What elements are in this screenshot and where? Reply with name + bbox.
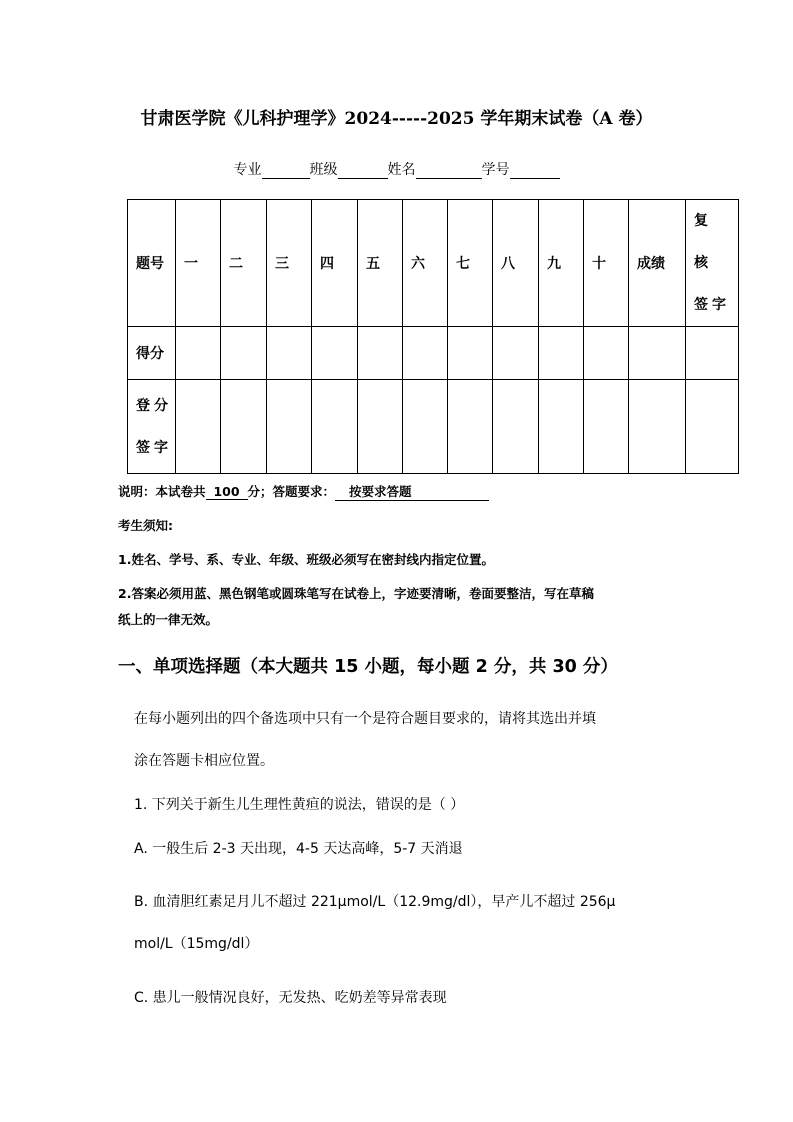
notice-rule-2-line-1: 2.答案必须用蓝、黑色钢笔或圆珠笔写在试卷上，字迹要清晰，卷面要整洁，写在草稿 [118,586,594,601]
description-mid: 分；答题要求： [247,484,336,499]
signature-cell[interactable] [686,380,739,474]
score-cell[interactable] [539,327,584,380]
column-header: 六 [403,200,448,327]
signature-cell[interactable] [176,380,221,474]
class-label: 班级 [309,162,338,178]
class-field[interactable] [338,163,388,179]
column-header: 五 [358,200,403,327]
signature-cell[interactable] [403,380,448,474]
column-header: 二 [221,200,267,327]
header-row-label: 题号 [128,200,176,327]
student-id-field[interactable] [510,163,560,179]
signature-cell[interactable] [267,380,312,474]
notice-rule-1: 1.姓名、学号、系、专业、年级、班级必须写在密封线内指定位置。 [118,552,494,567]
column-header: 成绩 [629,200,686,327]
exam-description [118,482,489,501]
signature-cell[interactable] [539,380,584,474]
signer-label-line2: 签字 [136,439,172,456]
score-row-label: 得分 [128,327,176,380]
signer-label-line1: 登分 [136,397,172,414]
option-b-line-2: mol/L（15mg/dl） [134,936,259,952]
section-heading: 一、单项选择题（本大题共 15 小题，每小题 2 分，共 30 分） [118,657,618,677]
column-header: 八 [493,200,539,327]
score-cell[interactable] [221,327,267,380]
score-cell[interactable] [686,327,739,380]
name-label: 姓名 [387,162,416,178]
review-header-line1: 复 核 [694,213,712,271]
signature-cell[interactable] [584,380,629,474]
review-header-line2: 签字 [694,297,730,313]
name-field[interactable] [416,163,482,179]
score-cell[interactable] [629,327,686,380]
signer-row-label [128,380,176,474]
review-signature-header [686,200,739,327]
signature-cell[interactable] [358,380,403,474]
signature-cell[interactable] [629,380,686,474]
column-header: 十 [584,200,629,327]
exam-notice-heading: 考生须知: [118,518,173,533]
question-stem: 1. 下列关于新生儿生理性黄疸的说法，错误的是（ ） [134,797,465,813]
option-b-line-1: B. 血清胆红素足月儿不超过 221μmol/L（12.9mg/dl），早产儿不超过 256μ [134,894,616,910]
score-cell[interactable] [448,327,493,380]
student-id-label: 学号 [481,162,510,178]
score-cell[interactable] [176,327,221,380]
signature-cell[interactable] [448,380,493,474]
exam-title: 甘肃医学院《儿科护理学》2024-----2025 学年期末试卷（A 卷） [140,109,653,129]
column-header: 七 [448,200,493,327]
column-header: 三 [267,200,312,327]
column-header: 九 [539,200,584,327]
column-header: 四 [312,200,358,327]
option-c: C. 患儿一般情况良好，无发热、吃奶差等异常表现 [134,990,447,1006]
major-field[interactable] [262,163,310,179]
signature-cell[interactable] [221,380,267,474]
section-instruction-line-2: 涂在答题卡相应位置。 [134,753,274,769]
header-row [128,200,739,327]
notice-rule-2-line-2: 纸上的一律无效。 [118,612,219,627]
score-table [127,199,739,474]
answer-requirement: 按要求答题 [335,482,489,501]
signature-cell[interactable] [493,380,539,474]
total-score-value: 100 [206,484,248,500]
score-cell[interactable] [358,327,403,380]
student-info-row [0,159,793,179]
description-prefix: 说明：本试卷共 [118,484,206,499]
score-cell[interactable] [584,327,629,380]
score-row [128,327,739,380]
signature-cell[interactable] [312,380,358,474]
score-cell[interactable] [312,327,358,380]
score-cell[interactable] [493,327,539,380]
score-cell[interactable] [267,327,312,380]
section-instruction-line-1: 在每小题列出的四个备选项中只有一个是符合题目要求的，请将其选出并填 [134,711,596,727]
major-label: 专业 [233,162,262,178]
option-a: A. 一般生后 2-3 天出现，4-5 天达高峰，5-7 天消退 [134,841,463,857]
column-header: 一 [176,200,221,327]
score-cell[interactable] [403,327,448,380]
signer-row [128,380,739,474]
